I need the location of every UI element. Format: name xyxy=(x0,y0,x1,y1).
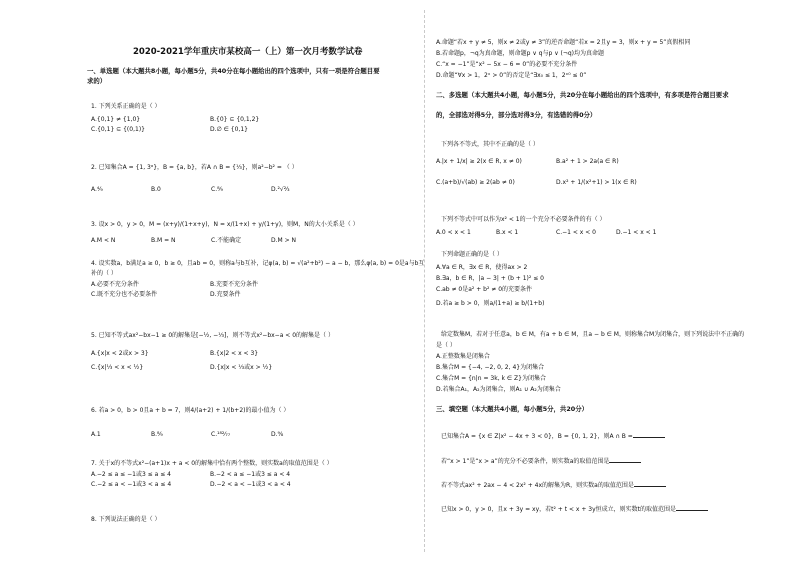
question-6: 6. 若a > 0，b > 0且a + b = 7，则4/(a+2) + 1/(b+2)的最小值为（ ） xyxy=(91,407,290,414)
answer-blank[interactable] xyxy=(676,505,708,511)
q8-option-b: B.若命题p，¬q为真命题，则命题p ∨ q与p ∨ (¬q)均为真命题 xyxy=(436,50,605,57)
q8-option-c: C.“x = −1”是“x² − 5x − 6 = 0”的必要不充分条件 xyxy=(436,61,578,68)
q4-option-c: C.既不充分也不必要条件 xyxy=(91,291,158,298)
q6-option-a: A.1 xyxy=(91,431,101,438)
section-1-heading-cont: 求的） xyxy=(87,77,107,85)
q4-option-a: A.必要不充分条件 xyxy=(91,281,139,288)
question-7: 7. 关于x的不等式x²−(a+1)x + a < 0的解集中恰有两个整数，则实数a的取值范围是（ ） xyxy=(91,460,333,467)
q6-option-c: C.¹⁸²⁄₇₇ xyxy=(211,431,231,438)
page-title: 2020-2021学年重庆市某校高一（上）第一次月考数学试卷 xyxy=(133,47,363,57)
q4-option-b: B.充要不充分条件 xyxy=(210,281,259,288)
q5-option-b: B.{x|2 < x < 3} xyxy=(210,350,259,357)
q9-option-b: B.a² + 1 > 2a(a ∈ R) xyxy=(556,158,619,165)
question-8: 8. 下列说法正确的是（ ） xyxy=(91,516,161,523)
q6-option-d: D.⁹⁄₈ xyxy=(271,431,284,438)
question-15 xyxy=(441,481,666,490)
section-2-heading: 二、多选题（本大题共4小题，每小题5分，共20分在每小题给出的四个选项中，有多项是符合题目要求 xyxy=(436,91,729,99)
question-15-text: 若不等式ax² + 2ax − 4 < 2x² + 4x的解集为R，则实数a的取值范围是 xyxy=(441,482,634,489)
q8-option-d: D.命题“∀x > 1，2ˣ > 0”的否定是“∃x₀ ≤ 1，2ˣ⁰ ≤ 0” xyxy=(436,72,587,79)
question-14 xyxy=(441,457,641,466)
question-12: 给定数集M，若对于任意a，b ∈ M，有a + b ∈ M，且a − b ∈ M，则称集合M为闭集合，则下列说法中不正确的 xyxy=(441,331,745,338)
q2-option-d: D.²√²⁄₃ xyxy=(271,186,290,193)
section-2-heading-cont: 的，全部选对得5分，部分选对得3分，有选错的得0分） xyxy=(436,111,597,119)
q7-option-a: A.−2 ≤ a ≤ −1或3 ≤ a ≤ 4 xyxy=(91,471,171,478)
q8-option-a: A.命题“若x + y ≠ 5，则x ≠ 2或y ≠ 3”的逆否命题“若x = 2且y = 3，则x + y = 5”真假相同 xyxy=(436,39,691,46)
q7-option-c: C.−2 ≤ a < −1或3 < a ≤ 4 xyxy=(91,481,172,488)
question-4-cont: 补的（ ） xyxy=(91,270,117,277)
q7-option-b: B.−2 < a ≤ −1或3 ≤ a < 4 xyxy=(210,471,291,478)
q10-option-b: B.x < 1 xyxy=(496,229,519,236)
q1-option-d: D.∅ ∈ {0,1} xyxy=(210,126,248,133)
q12-option-a: A.正整数集是闭集合 xyxy=(436,353,490,360)
q12-option-c: C.集合M = {n|n = 3k, k ∈ Z}为闭集合 xyxy=(436,375,546,382)
q4-option-d: D.充要条件 xyxy=(210,291,241,298)
q5-option-a: A.{x|x < 2或x > 3} xyxy=(91,350,149,357)
q1-option-a: A.{0,1} ≠ {1,0} xyxy=(91,116,141,123)
q9-option-a: A.|x + 1/x| ≥ 2(x ∈ R, x ≠ 0) xyxy=(436,158,522,165)
q2-option-c: C.⁸⁄₉ xyxy=(211,186,223,193)
question-13-text: 已知集合A = {x ∈ Z|x² − 4x + 3 < 0}，B = {0, 1, 2}，则A ∩ B = xyxy=(441,433,633,440)
q10-option-c: C.−1 < x < 0 xyxy=(556,229,596,236)
q3-option-a: A.M < N xyxy=(91,237,116,244)
q3-option-c: C.不能确定 xyxy=(211,237,242,244)
question-1: 1. 下列关系正确的是（ ） xyxy=(91,103,161,110)
q6-option-b: B.⁸⁄₉ xyxy=(151,431,163,438)
section-3-heading: 三、填空题（本大题共4小题，每小题5分，共20分） xyxy=(436,405,588,413)
question-9: 下列各不等式，其中不正确的是（ ） xyxy=(441,141,539,148)
question-13 xyxy=(441,432,665,441)
answer-blank[interactable] xyxy=(633,432,665,438)
question-4: 4. 设实数a，b满足a ≥ 0，b ≥ 0，且ab = 0，则称a与b互补，记φ(a, b) = √(a²+b²) − a − b，那么φ(a, b) = 0是a与b互 xyxy=(91,260,425,267)
q11-option-d: D.若a ≥ b > 0，则a/(1+a) ≥ b/(1+b) xyxy=(436,300,545,307)
q1-option-c: C.{0,1} ⊆ {(0,1)} xyxy=(91,126,145,133)
q1-option-b: B.{0} ⊆ {0,1,2} xyxy=(210,116,260,123)
question-3: 3. 设x > 0，y > 0，M = (x+y)/(1+x+y)，N = x/(1+x) + y/(1+y)，则M，N的大小关系是（ ） xyxy=(91,221,359,228)
q3-option-b: B.M = N xyxy=(151,237,176,244)
q9-option-c: C.(a+b)/√(ab) ≥ 2(ab ≠ 0) xyxy=(436,179,515,186)
q12-option-d: D.若集合A₁，A₂为闭集合，则A₁ ∪ A₂为闭集合 xyxy=(436,386,561,393)
question-12-cont: 是（ ） xyxy=(436,342,456,349)
q11-option-c: C.ab ≠ 0是a² + b² ≠ 0的充要条件 xyxy=(436,286,533,293)
question-16-text: 已知x > 0，y > 0，且x + 3y = xy，若t² + t < x + 3y恒成立，则实数t的取值范围是 xyxy=(441,506,677,513)
q12-option-b: B.集合M = {−4, −2, 0, 2, 4}为闭集合 xyxy=(436,364,545,371)
question-5: 5. 已知不等式ax²−bx−1 ≥ 0的解集是[−½, −⅓]，则不等式x²−bx−a < 0的解集是（ ） xyxy=(91,332,334,339)
question-11: 下列命题正确的是（ ） xyxy=(441,251,503,258)
q10-option-a: A.0 < x < 1 xyxy=(436,229,471,236)
answer-blank[interactable] xyxy=(634,481,666,487)
section-1-heading: 一、单选题（本大题共8小题，每小题5分，共40分在每小题给出的四个选项中，只有一项是符合题目要 xyxy=(87,67,380,75)
answer-blank[interactable] xyxy=(609,457,641,463)
question-16 xyxy=(441,505,708,514)
q3-option-d: D.M > N xyxy=(271,237,297,244)
question-2: 2. 已知集合A = {1, 3ᵃ}，B = {a, b}，若A ∩ B = {⅓}，则a²−b² = （ ） xyxy=(91,164,298,171)
question-10: 下列不等式中可以作为x² < 1的一个充分不必要条件的有（ ） xyxy=(441,216,606,223)
question-14-text: 若“x > 1”是“x > a”的充分不必要条件，则实数a的取值范围是 xyxy=(441,458,610,465)
q2-option-a: A.⁴⁄₉ xyxy=(91,186,103,193)
column-divider xyxy=(424,10,425,552)
q11-option-a: A.∀a ∈ R，∃x ∈ R，使得ax > 2 xyxy=(436,264,528,271)
q5-option-d: D.{x|x < ⅓或x > ½} xyxy=(210,364,273,371)
q2-option-b: B.0 xyxy=(151,186,161,193)
q9-option-d: D.x² + 1/(x²+1) > 1(x ∈ R) xyxy=(556,179,637,186)
q10-option-d: D.−1 < x < 1 xyxy=(616,229,657,236)
q11-option-b: B.∃a，b ∈ R，|a − 3| + (b + 1)² ≤ 0 xyxy=(436,275,544,282)
q5-option-c: C.{x|⅓ < x < ½} xyxy=(91,364,144,371)
q7-option-d: D.−2 < a < −1或3 < a < 4 xyxy=(210,481,291,488)
